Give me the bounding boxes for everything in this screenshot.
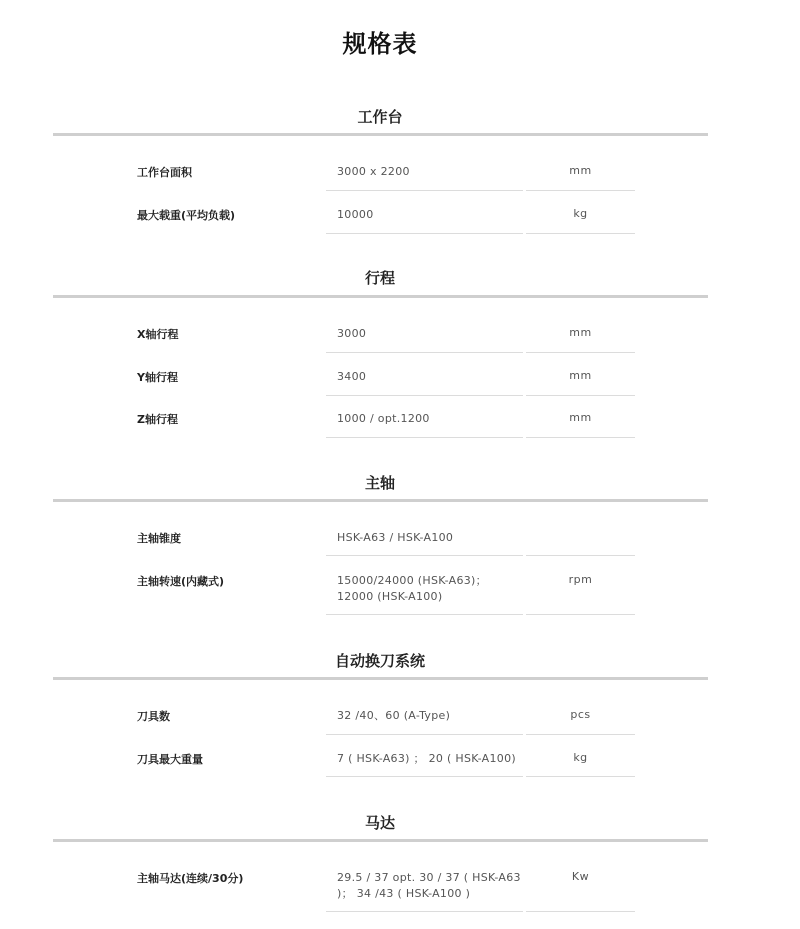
spec-value: HSK-A63 / HSK-A100 <box>337 531 454 544</box>
section-divider <box>53 133 708 136</box>
row-divider <box>326 233 523 234</box>
spec-label: 刀具数 <box>137 710 170 723</box>
section-title: 自动换刀系统 <box>334 652 425 670</box>
spec-label: 刀具最大重量 <box>137 753 203 766</box>
row-divider <box>326 614 523 615</box>
row-divider <box>526 352 635 353</box>
spec-value: 7 ( HSK-A63) ； 20 ( HSK-A100) <box>337 752 516 765</box>
spec-unit: mm <box>569 411 592 424</box>
section-divider <box>53 295 708 298</box>
spec-value: 1000 / opt.1200 <box>337 412 430 425</box>
spec-label: 工作台面积 <box>137 166 192 179</box>
spec-unit: Kw <box>571 870 590 883</box>
section-divider <box>53 499 708 502</box>
row-divider <box>526 437 635 438</box>
row-divider <box>326 555 523 556</box>
spec-value: 3000 x 2200 <box>337 165 410 178</box>
row-divider <box>326 911 523 912</box>
row-divider <box>326 776 523 777</box>
row-divider <box>526 614 635 615</box>
section-title: 工作台 <box>357 108 403 126</box>
row-divider <box>326 734 523 735</box>
spec-label: 主轴锥度 <box>137 532 181 545</box>
spec-label: Y轴行程 <box>137 371 178 384</box>
spec-label: X轴行程 <box>137 328 179 341</box>
row-divider <box>526 555 635 556</box>
spec-value: 32 /40、60 (A-Type) <box>337 709 451 722</box>
row-divider <box>526 776 635 777</box>
spec-label: 最大载重(平均负载) <box>137 209 236 222</box>
page-title: 规格表 <box>342 30 418 58</box>
spec-value: 29.5 / 37 opt. 30 / 37 ( HSK-A63 )； 34 /43 ( HSK-A100 ) <box>337 871 521 900</box>
spec-unit: kg <box>573 207 588 220</box>
row-divider <box>326 190 523 191</box>
spec-value: 10000 <box>337 208 374 221</box>
row-divider <box>526 911 635 912</box>
spec-unit: rpm <box>568 573 593 586</box>
row-divider <box>526 734 635 735</box>
row-divider <box>526 233 635 234</box>
row-divider <box>526 395 635 396</box>
row-divider <box>326 437 523 438</box>
section-title: 行程 <box>364 269 395 287</box>
spec-label: 主轴转速(内藏式) <box>137 575 225 588</box>
row-divider <box>326 395 523 396</box>
section-divider <box>53 677 708 680</box>
row-divider <box>526 190 635 191</box>
section-divider <box>53 839 708 842</box>
spec-value: 3000 <box>337 327 367 340</box>
section-title: 马达 <box>364 814 395 832</box>
spec-unit: mm <box>569 369 592 382</box>
spec-label: 主轴马达(连续/30分) <box>137 872 244 885</box>
row-divider <box>326 352 523 353</box>
spec-unit: pcs <box>570 708 591 721</box>
spec-unit: kg <box>573 751 588 764</box>
spec-unit: mm <box>569 164 592 177</box>
spec-value: 3400 <box>337 370 367 383</box>
section-title: 主轴 <box>364 474 395 492</box>
spec-value: 15000/24000 (HSK-A63)； 12000 (HSK-A100) <box>337 574 487 603</box>
spec-unit: mm <box>569 326 592 339</box>
spec-label: Z轴行程 <box>137 413 178 426</box>
